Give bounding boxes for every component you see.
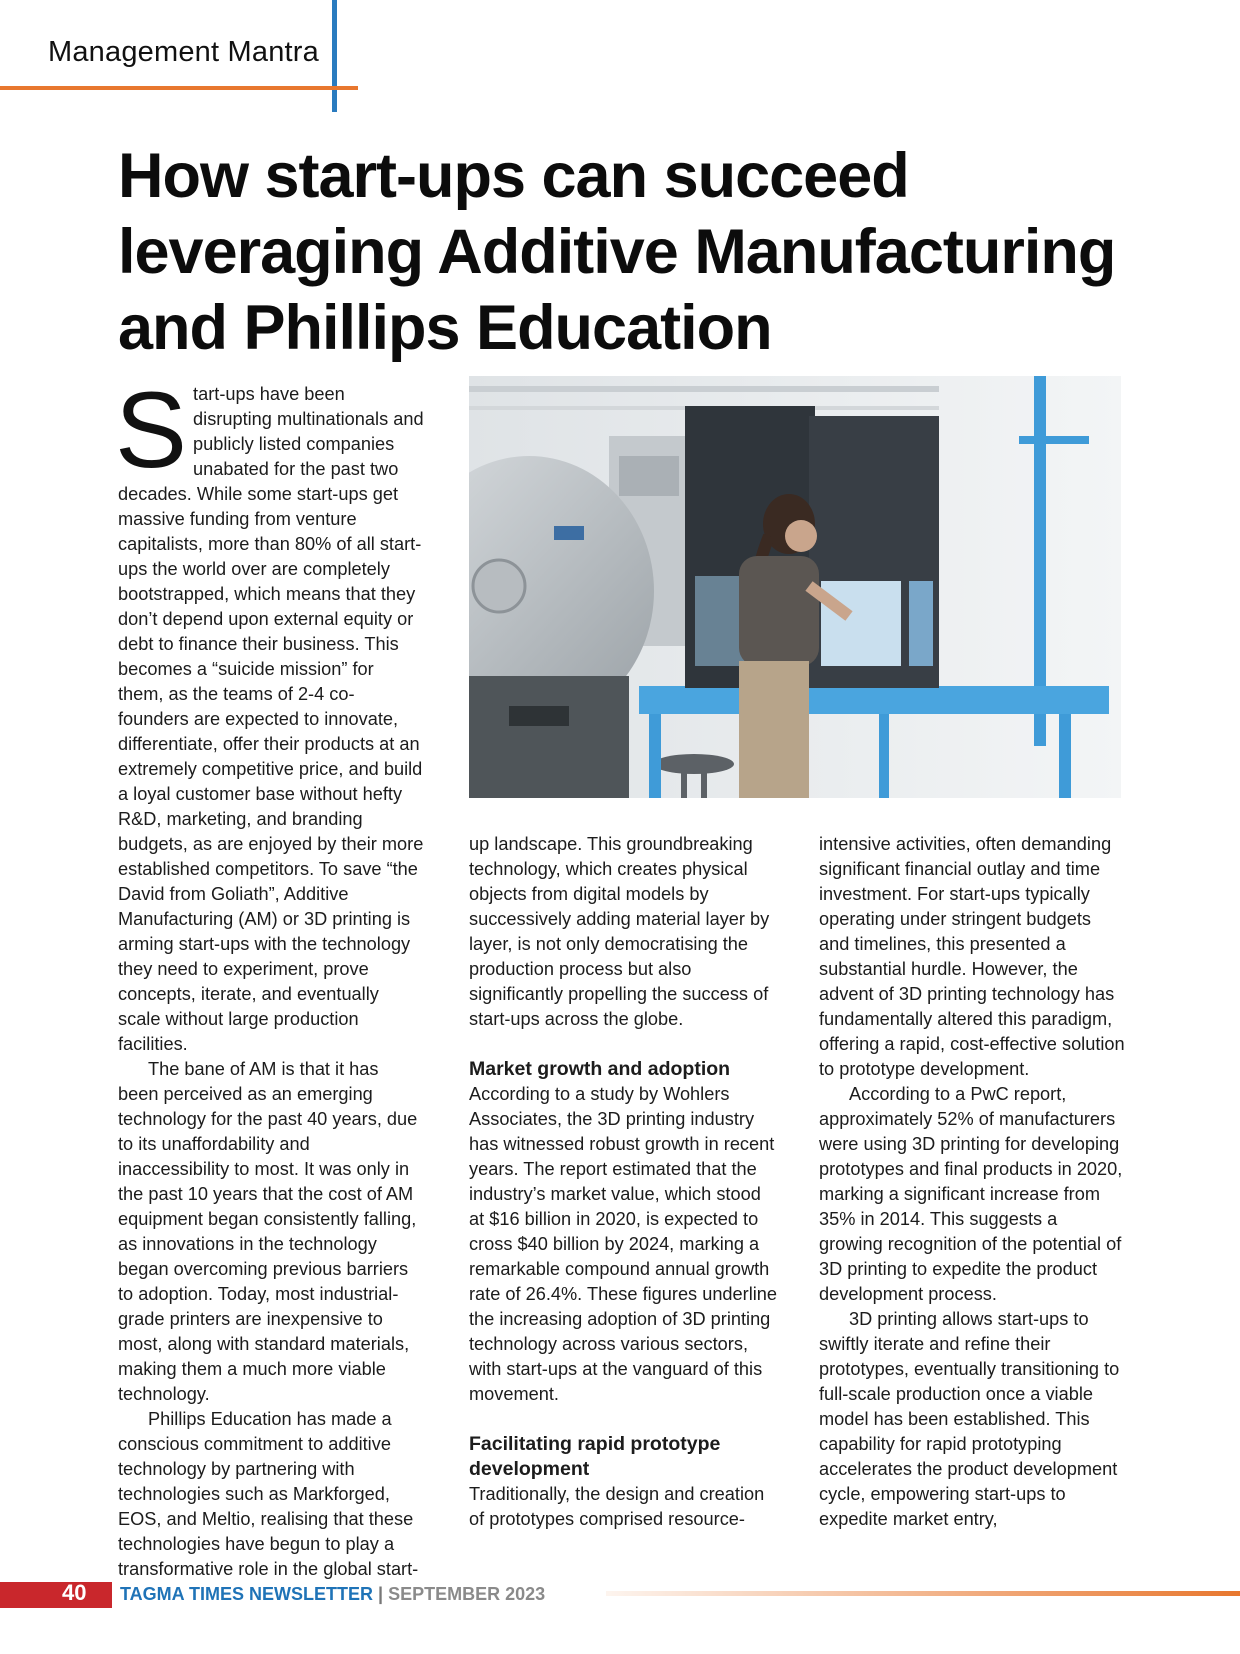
paragraph-1: tart-ups have been disrupting multinationals and publicly listed companies unabated for the past two decades. While some start-ups get massive funding from venture capitalists, more than 80% of all start-ups the world over are completely bootstrapped, which means that they don’t depend upon external equity or debt to finance their business. This becomes a “suicide mission” for them, as the teams of 2-4 co-founders are expected to innovate, differentiate, offer their products at an extremely competitive price, and build a loyal customer base without hefty R&D, marketing, and branding budgets, as are enjoyed by their more established competitors. To save “the David from Goliath”, Additive Manufacturing (AM) or 3D printing is arming start-ups with the technology they need to experiment, prove concepts, iterate, and eventually scale without large production facilities. — [118, 384, 424, 1054]
article-headline: How start-ups can succeed leveraging Additive Manufacturing and Phillips Education — [118, 141, 1116, 363]
photo-3d-printer-lab — [469, 376, 1121, 798]
header-blue-rule — [332, 0, 337, 112]
section-label: Management Mantra — [48, 36, 319, 68]
column-3 — [819, 832, 1125, 1532]
footer-page-tab — [0, 1582, 112, 1608]
column-2 — [469, 832, 779, 1532]
paragraph-3: Phillips Education has made a conscious commitment to additive technology by partnering with technologies such as Markforged, EOS, and Meltio, realising that these technologies have begun to play a transformative role in the global start- — [118, 1409, 419, 1579]
paragraph-2: The bane of AM is that it has been perceived as an emerging technology for the past 40 years, due to its unaffordability and inaccessibility to most. It was only in the past 10 years that the cost of AM equipment began consistently falling, as innovations in the technology began overcoming previous barriers to adoption. Today, most industrial-grade printers are inexpensive to most, along with standard materials, making them a much more viable technology. — [118, 1059, 418, 1404]
footer-date: SEPTEMBER 2023 — [388, 1584, 546, 1604]
paragraph-6: Traditionally, the design and creation of prototypes comprised resource- — [469, 1484, 765, 1529]
drop-cap: S — [115, 369, 188, 490]
footer-publication — [120, 1584, 545, 1605]
footer-separator: | — [378, 1584, 384, 1604]
footer-orange-rule — [606, 1591, 1240, 1596]
paragraph-8: According to a PwC report, approximately 52% of manufacturers were using 3D printing for developing prototypes and final products in 2020, marking a significant increase from 35% in 2014. This suggests a growing recognition of the potential of 3D printing to expedite the product development process. — [819, 1084, 1123, 1304]
paragraph-7: intensive activities, often demanding significant financial outlay and time investment. For start-ups typically operating under stringent budgets and timelines, this presented a substantial hurdle. However, the advent of 3D printing technology has fundamentally altered this paradigm, offering a rapid, cost-effective solution to prototype development. — [819, 834, 1125, 1079]
subhead-market-growth: Market growth and adoption — [469, 1058, 731, 1080]
column-1 — [115, 369, 424, 1582]
paragraph-4: up landscape. This groundbreaking technology, which creates physical objects from digital models by successively adding material layer by layer, is not only democratising the production process but also significantly propelling the success of start-ups across the globe. — [469, 834, 770, 1029]
paragraph-9: 3D printing allows start-ups to swiftly iterate and refine their prototypes, eventually transitioning to full-scale production once a viable model has been established. This capability for rapid prototyping accelerates the product development cycle, empowering start-ups to expedite market entry, — [819, 1309, 1120, 1529]
footer-brand: TAGMA TIMES NEWSLETTER — [120, 1584, 373, 1604]
header-orange-rule — [0, 86, 358, 90]
page-number: 40 — [62, 1580, 87, 1605]
paragraph-5: According to a study by Wohlers Associates, the 3D printing industry has witnessed robust growth in recent years. The report estimated that the industry’s market value, which stood at $16 billion in 2020, is expected to cross $40 billion by 2024, marking a remarkable compound annual growth rate of 26.4%. These figures underline the increasing adoption of 3D printing technology across various sectors, with start-ups at the vanguard of this movement. — [469, 1084, 778, 1404]
subhead-rapid-prototype: Facilitating rapid prototype development — [469, 1433, 721, 1480]
